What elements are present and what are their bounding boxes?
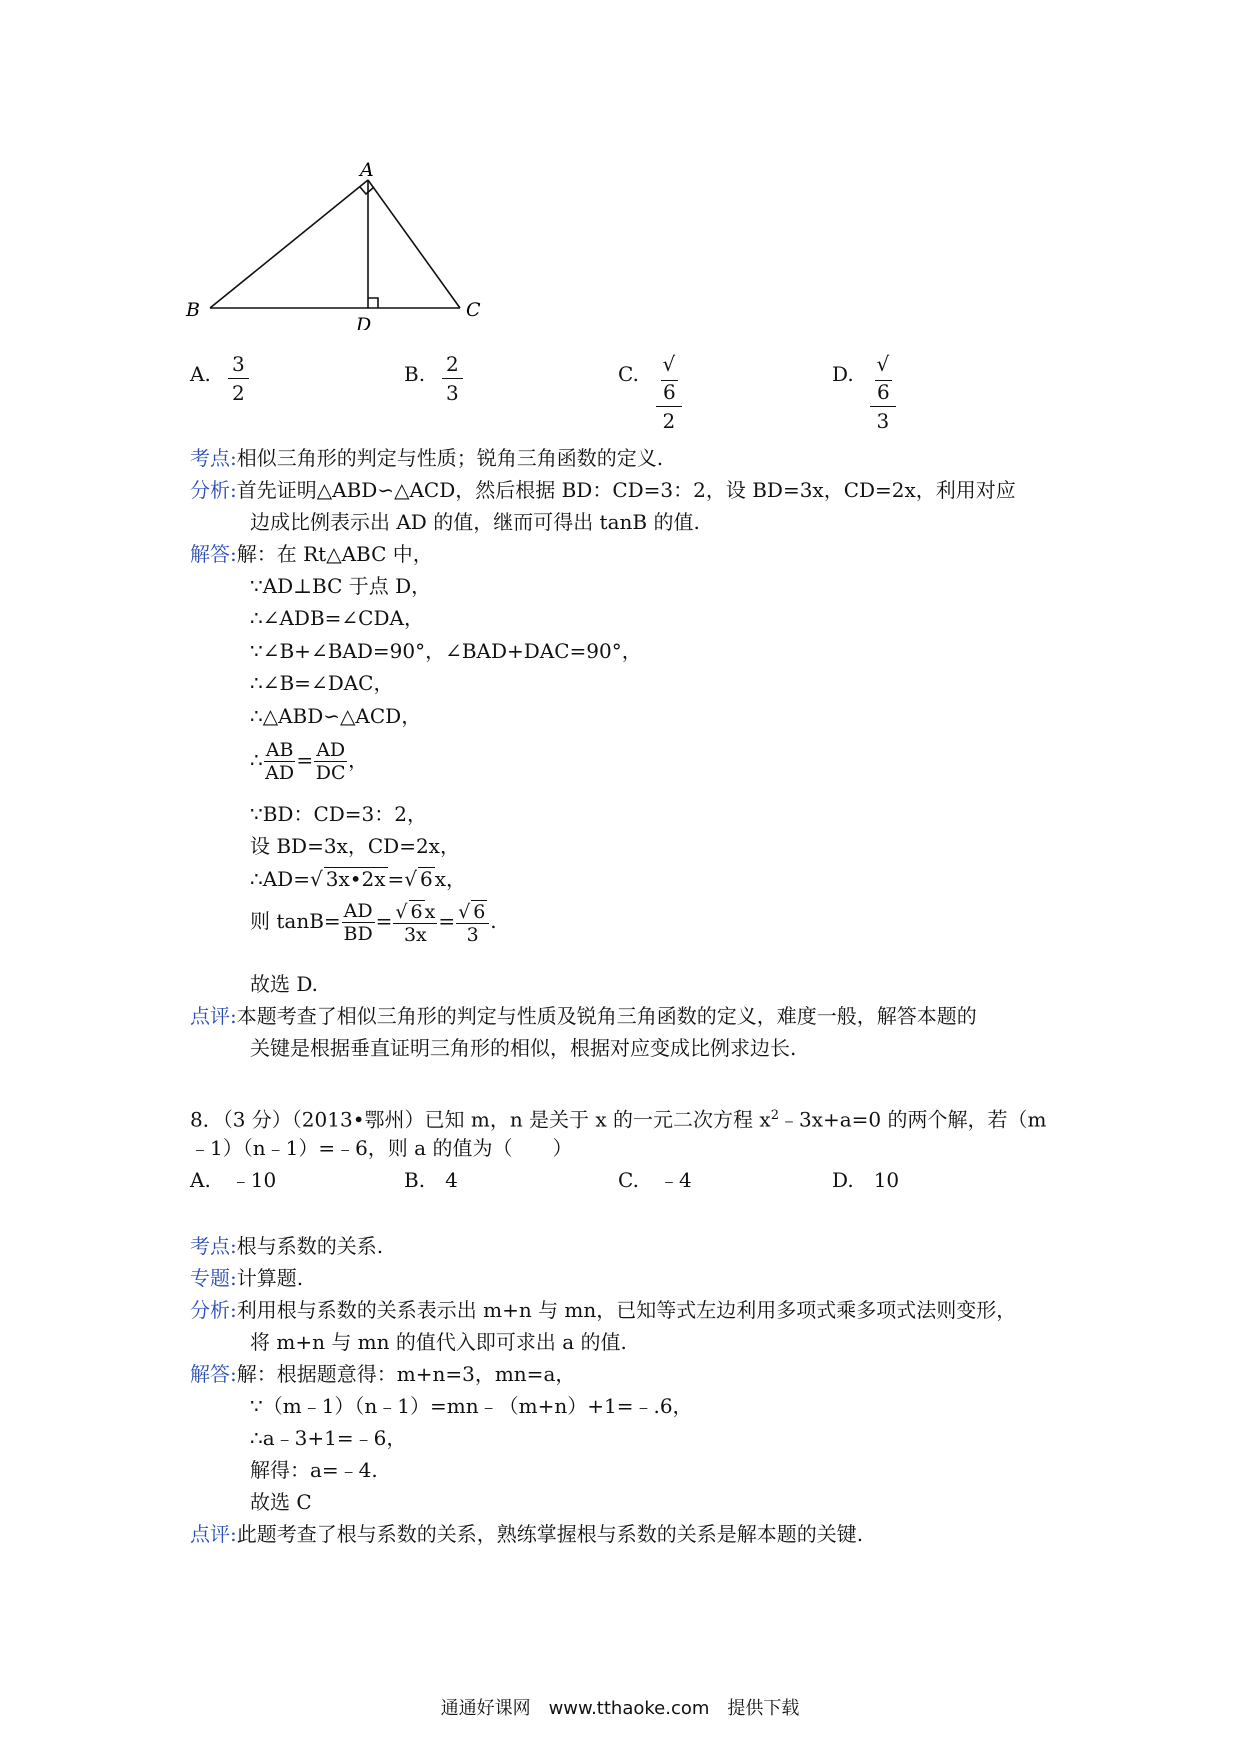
radicand: 3x•2x <box>325 867 386 891</box>
radicand: 6 <box>663 380 676 404</box>
denominator: 2 <box>662 409 676 433</box>
solution-step: ∴∠B=∠DAC， <box>250 671 394 695</box>
q8-jieda <box>190 1361 575 1387</box>
numerator: AD <box>343 900 373 922</box>
choice-fraction <box>228 350 249 407</box>
zhuanti-label: 专题: <box>190 1266 237 1290</box>
sqrt-sign: √ <box>309 867 323 891</box>
solution-step: ∵BD：CD=3：2， <box>250 802 428 826</box>
denominator: AD <box>265 762 295 784</box>
choice-fraction <box>870 350 896 435</box>
vertex-label-a: A <box>360 160 374 181</box>
denominator: DC <box>315 762 346 784</box>
fraction <box>264 739 296 784</box>
kaodian-label: 考点: <box>190 1234 237 1258</box>
zhuanti-text: 计算题. <box>236 1266 304 1290</box>
q8-stem-cont: ﹣1）（n﹣1）=﹣6，则 a 的值为（ ） <box>190 1136 573 1160</box>
triangle-figure <box>180 160 500 330</box>
q8-choice-c <box>618 1167 692 1193</box>
page-footer: 通通好课网 www.tthaoke.com 提供下载 <box>440 1698 800 1719</box>
solution-step: ∴△ABD∽△ACD， <box>250 704 422 728</box>
solution-step: ∵∠B+∠BAD=90°，∠BAD+DAC=90°， <box>250 639 642 663</box>
q8-dianping <box>190 1521 863 1547</box>
sqrt-sign: √ <box>876 352 890 376</box>
q7-jieda <box>190 541 433 567</box>
q7-dianping-cont: 关键是根据垂直证明三角形的相似，根据对应变成比例求边长. <box>250 1036 797 1060</box>
choice-fraction <box>442 350 463 407</box>
numerator <box>456 900 489 924</box>
fraction <box>342 900 375 945</box>
dianping-label: 点评: <box>190 1004 237 1028</box>
numerator: 2 <box>442 350 463 379</box>
dianping-text: 此题考查了根与系数的关系，熟练掌握根与系数的关系是解本题的关键. <box>236 1522 864 1546</box>
radicand: 6 <box>473 900 486 923</box>
denominator: 3 <box>446 381 459 405</box>
side-ac <box>368 180 460 308</box>
equals: = <box>387 867 405 891</box>
equals: = <box>438 909 456 933</box>
denominator: 3x <box>403 923 427 946</box>
fenxi-label: 分析: <box>190 478 237 502</box>
dianping-text: 本题考查了相似三角形的判定与性质及锐角三角函数的定义，难度一般，解答本题的 <box>236 1004 977 1028</box>
expr-text: 则 tanB= <box>250 909 341 933</box>
right-angle-mark-a <box>360 187 374 194</box>
numerator <box>656 350 682 407</box>
side-ab <box>210 180 368 308</box>
solution-step: ∵AD⊥BC 于点 D， <box>250 574 432 598</box>
q8-choice-a <box>190 1167 276 1193</box>
solution-step: ∴a﹣3+1=﹣6， <box>250 1426 407 1450</box>
equals: = <box>296 748 314 772</box>
expr-text: x， <box>434 867 467 891</box>
kaodian-text: 相似三角形的判定与性质；锐角三角函数的定义. <box>236 446 664 470</box>
fenxi-label: 分析: <box>190 1298 237 1322</box>
choice-letter: A. <box>190 362 211 386</box>
choice-letter: D. <box>832 1168 854 1192</box>
radicand: 6 <box>420 867 433 891</box>
q7-choices <box>190 350 1090 433</box>
radicand: 6 <box>410 900 423 923</box>
choice-letter: D. <box>832 362 854 386</box>
choice-letter: C. <box>618 362 639 386</box>
denominator: 2 <box>232 381 245 405</box>
solution-step: 故选 D. <box>250 972 319 996</box>
q8-choice-b <box>404 1167 458 1193</box>
equals: = <box>375 909 393 933</box>
sqrt-sign: √ <box>404 867 418 891</box>
solution-step: 故选 C <box>250 1490 312 1514</box>
q7-fenxi <box>190 477 1016 503</box>
stem-text: ﹣3x+a=0 的两个解，若（m <box>778 1107 1047 1132</box>
solution-step-tanb <box>250 896 497 946</box>
q8-stem <box>190 1103 1046 1133</box>
solution-step: ∵（m﹣1）（n﹣1）=mn﹣（m+n）+1=﹣.6， <box>250 1394 693 1418</box>
choice-text: 4 <box>445 1168 458 1192</box>
punctuation: . <box>490 909 497 933</box>
choice-text: ﹣10 <box>230 1168 277 1192</box>
choice-letter: A. <box>190 1168 211 1192</box>
numerator: 3 <box>228 350 249 379</box>
q8-zhuanti <box>190 1265 303 1291</box>
solution-step: 解：在 Rt△ABC 中， <box>236 542 433 566</box>
sqrt-sign: √ <box>458 900 471 923</box>
q8-fenxi <box>190 1297 1016 1323</box>
variable: x <box>424 900 436 923</box>
radicand: 6 <box>877 380 890 404</box>
solution-step: 解：根据题意得：m+n=3，mn=a， <box>236 1362 576 1386</box>
stem-text: 8．（3 分）（2013•鄂州）已知 m，n 是关于 x 的一元二次方程 x <box>190 1107 771 1132</box>
vertex-label-b: B <box>186 299 200 321</box>
numerator: AD <box>316 739 346 761</box>
kaodian-text: 根与系数的关系. <box>236 1234 384 1258</box>
denominator: 3 <box>466 923 479 946</box>
q8-kaodian <box>190 1233 383 1259</box>
jieda-label: 解答: <box>190 542 237 566</box>
q7-fenxi-cont: 边成比例表示出 AD 的值，继而可得出 tanB 的值. <box>250 510 700 534</box>
choice-text: ﹣4 <box>658 1168 692 1192</box>
sqrt-sign: √ <box>662 352 676 376</box>
denominator: BD <box>343 923 373 945</box>
choice-fraction <box>656 350 682 435</box>
choice-text: 10 <box>873 1168 900 1192</box>
sqrt-sign: √ <box>395 900 408 923</box>
denominator: 3 <box>876 409 890 433</box>
fraction <box>314 739 347 784</box>
solution-step-ratio <box>250 736 368 784</box>
solution-step: 解得：a=﹣4. <box>250 1458 378 1482</box>
vertex-label-c: C <box>466 299 481 321</box>
numerator <box>393 900 437 924</box>
q7-kaodian <box>190 445 663 471</box>
choice-letter: B. <box>404 362 426 386</box>
fraction <box>456 900 489 946</box>
jieda-label: 解答: <box>190 1362 237 1386</box>
q8-fenxi-cont: 将 m+n 与 mn 的值代入即可求出 a 的值. <box>250 1330 627 1354</box>
q7-dianping <box>190 1003 977 1029</box>
right-angle-mark-d <box>368 298 378 308</box>
therefore-sign: ∴ <box>250 748 263 772</box>
fraction <box>393 900 437 946</box>
choice-letter: B. <box>404 1168 426 1192</box>
q8-choices <box>190 1167 1090 1193</box>
exponent: 2 <box>770 1108 779 1123</box>
numerator: AB <box>265 739 294 761</box>
expr-text: ∴AD= <box>250 867 310 891</box>
fenxi-text: 首先证明△ABD∽△ACD，然后根据 BD：CD=3：2，设 BD=3x，CD=2x，利用对应 <box>236 478 1016 502</box>
solution-step-ad <box>250 866 466 892</box>
solution-step: ∴∠ADB=∠CDA， <box>250 606 424 630</box>
q8-choice-d <box>832 1167 899 1193</box>
dianping-label: 点评: <box>190 1522 237 1546</box>
kaodian-label: 考点: <box>190 446 237 470</box>
vertex-label-d: D <box>356 314 372 330</box>
numerator <box>870 350 896 407</box>
punctuation: ， <box>348 748 369 772</box>
fenxi-text: 利用根与系数的关系表示出 m+n 与 mn，已知等式左边利用多项式乘多项式法则变形， <box>236 1298 1017 1322</box>
solution-step: 设 BD=3x，CD=2x， <box>250 834 460 858</box>
choice-letter: C. <box>618 1168 639 1192</box>
